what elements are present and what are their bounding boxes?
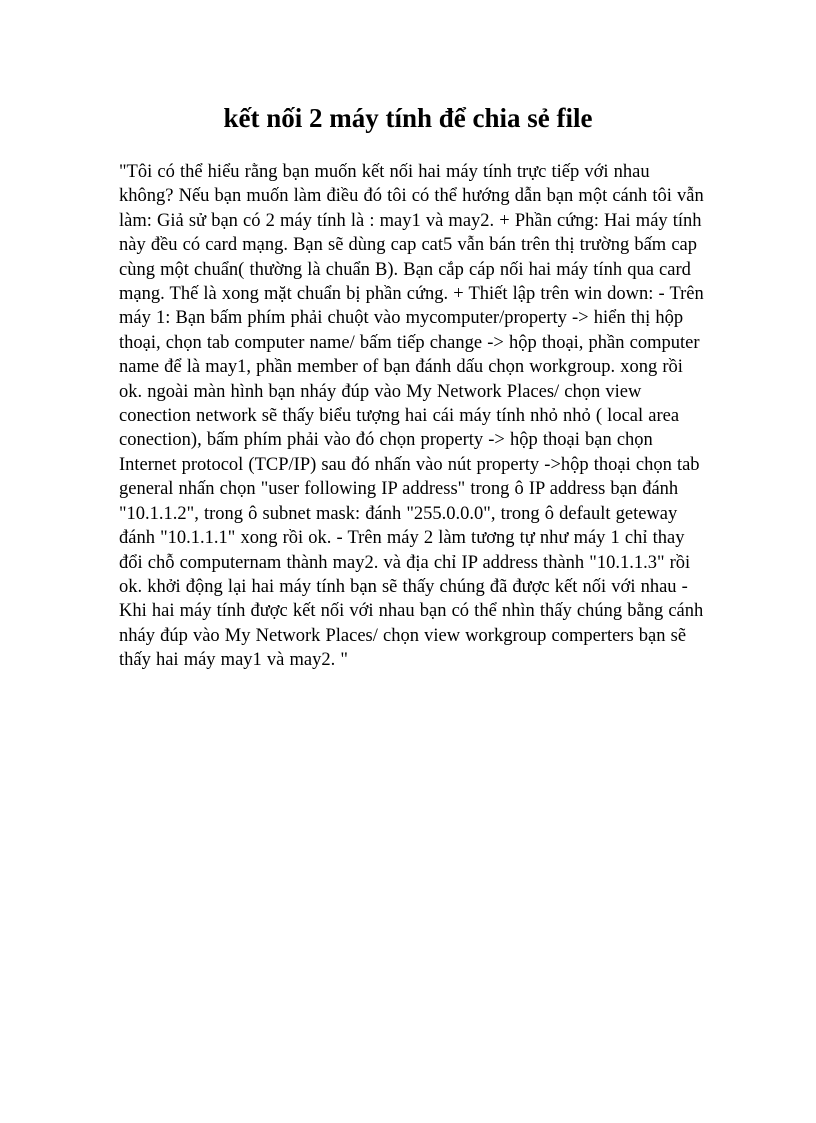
document-body-paragraph: "Tôi có thể hiểu rằng bạn muốn kết nối hai máy tính trực tiếp với nhau không? Nếu bạn muốn làm điều đó tôi có thể hướng dẫn bạn một cánh tôi vẫn làm: Giả sử bạn có 2 máy tính là : may1 và may2. + Phần cứng: Hai máy tính này đều có card mạng. Bạn sẽ dùng cap cat5 vẫn bán trên thị trường bấm cap cùng một chuẩn( thường là chuẩn B). Bạn cắp cáp nối hai máy tính qua card mạng. Thế là xong mặt chuẩn bị phần cứng. + Thiết lập trên win down: - Trên máy 1: Bạn bấm phím phải chuột vào mycomputer/property -> hiển thị hộp thoại, chọn tab computer name/ bấm tiếp change -> hộp thoại, phần computer name để là may1, phần member of bạn đánh dấu chọn workgroup. xong rồi ok. ngoài màn hình bạn nháy đúp vào My Network Places/ chọn view conection network sẽ thấy biểu tượng hai cái máy tính nhỏ nhỏ ( local area conection), bấm phím phải vào đó chọn property -> hộp thoại bạn chọn Internet protocol (TCP/IP) sau đó nhấn vào nút property ->hộp thoại chọn tab general nhấn chọn "user following IP address" trong ô IP address bạn đánh "10.1.1.2", trong ô subnet mask: đánh "255.0.0.0", trong ô default geteway đánh "10.1.1.1" xong rồi ok. - Trên máy 2 làm tương tự như máy 1 chỉ thay đổi chỗ computernam thành may2. và địa chỉ IP address thành "10.1.1.3" rồi ok. khởi động lại hai máy tính bạn sẽ thấy chúng đã được kết nối với nhau - Khi hai máy tính được kết nối với nhau bạn có thể nhìn thấy chúng bằng cánh nháy đúp vào My Network Places/ chọn view workgroup comperters bạn sẽ thấy hai máy may1 và may2. " <box>119 162 704 671</box>
document-title: kết nối 2 máy tính để chia sẻ file <box>223 103 593 133</box>
